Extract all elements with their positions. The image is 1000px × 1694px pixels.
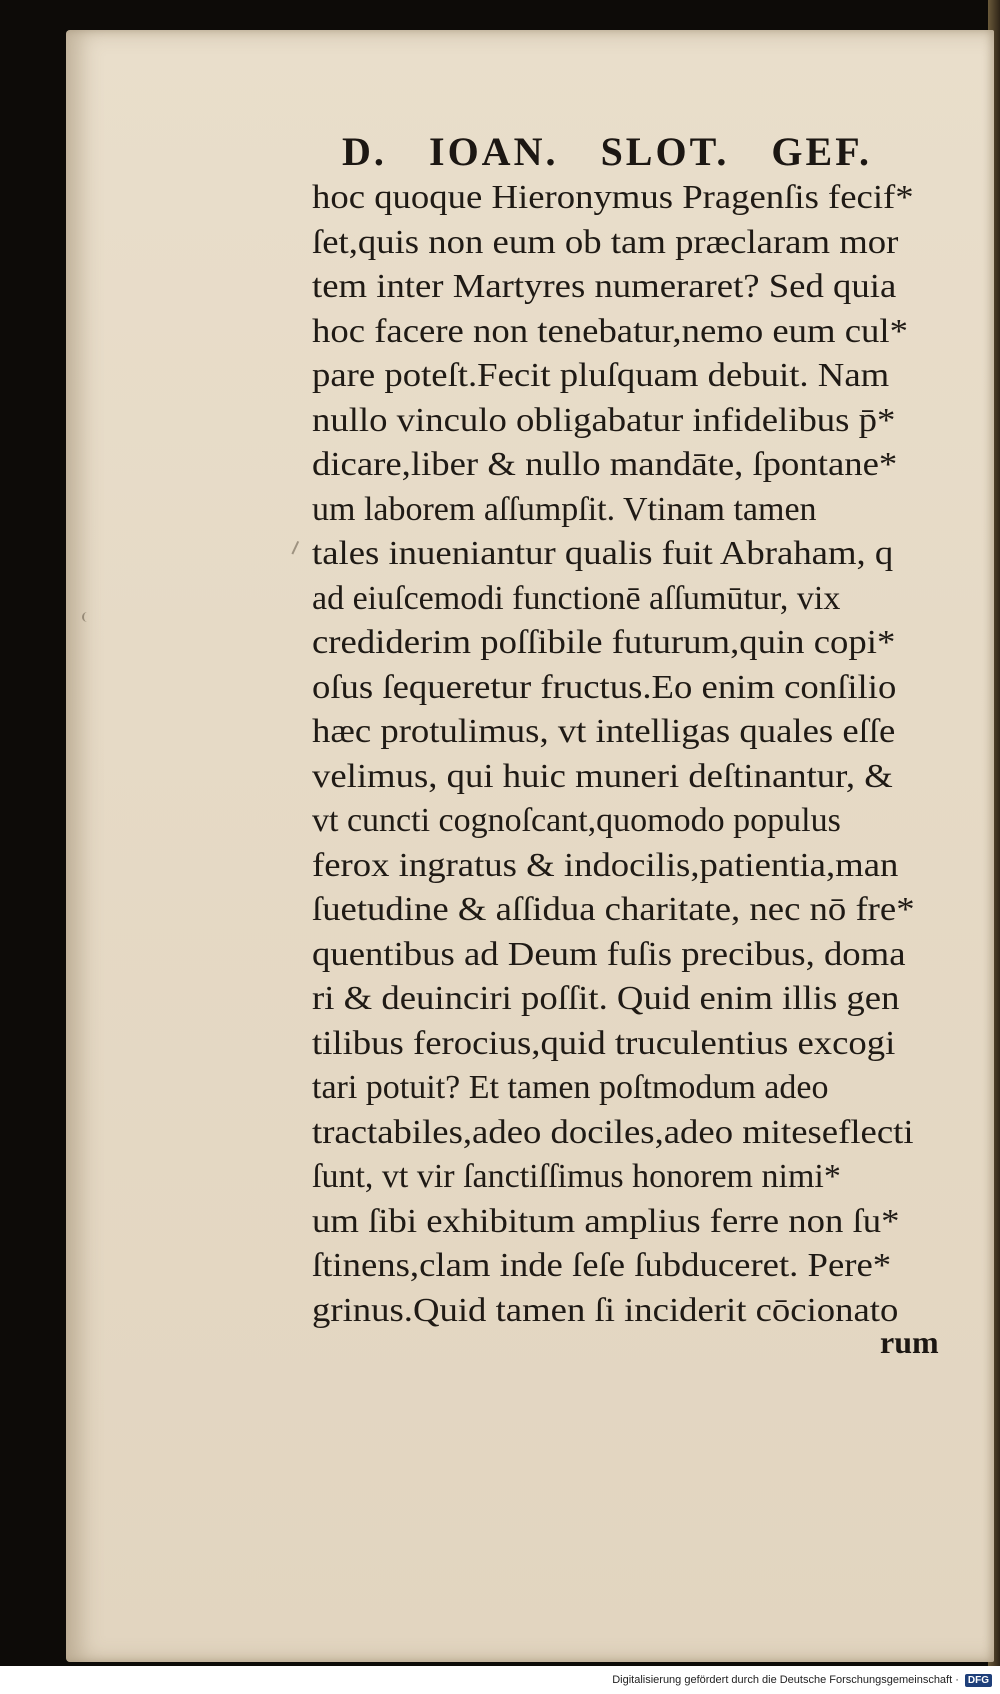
catchword: rum [880, 1324, 939, 1360]
header-word: D. [342, 129, 387, 174]
text-line: ſet,quis non eum ob tam præclaram mor [312, 223, 899, 261]
text-line: tem inter Martyres numeraret? Sed quia [312, 268, 897, 305]
text-line: ad eiuſcemodi functionē aſſumūtur, vix [312, 579, 841, 617]
text-line: tractabiles,adeo dociles,adeo miteseflecti [312, 1113, 914, 1151]
text-line: dicare,liber & nullo mandāte, ſpontane* [312, 446, 898, 483]
text-line: um ſibi exhibitum amplius ferre non ſu* [312, 1202, 900, 1240]
text-line: grinus.Quid tamen ſi inciderit cōcionato [312, 1291, 899, 1329]
text-line: hoc facere non tenebatur,nemo eum cul* [312, 312, 908, 350]
header-word: GEF. [771, 129, 872, 174]
digitization-footer [0, 1666, 1000, 1694]
text-line: crediderim poſſibile futurum,quin copi* [312, 624, 896, 661]
running-header [342, 128, 872, 174]
footer-credit: Digitalisierung gefördert durch die Deutsche Forschungsgemeinschaft · [612, 1674, 959, 1686]
header-word: IOAN. [429, 129, 559, 174]
text-line: quentibus ad Deum fuſis precibus, doma [312, 935, 906, 973]
text-line: ri & deuinciri poſſit. Quid enim illis gen [312, 980, 900, 1017]
text-line: ferox ingratus & indocilis,patientia,man [312, 846, 899, 884]
text-line: ſtinens,clam inde ſeſe ſubduceret. Pere* [312, 1247, 892, 1284]
text-line: ſuetudine & aſſidua charitate, nec nō fre* [312, 891, 915, 928]
text-line: velimus, qui huic muneri deſtinantur, & [312, 757, 893, 795]
text-line: nullo vinculo obligabatur infidelibus p̄* [312, 401, 896, 439]
dfg-logo-icon: DFG [965, 1674, 992, 1687]
header-word: SLOT. [600, 129, 730, 174]
text-line: pare poteſt.Fecit pluſquam debuit. Nam [312, 357, 890, 394]
text-line: vt cuncti cognoſcant,quomodo populus [312, 802, 841, 839]
body-text [312, 176, 976, 1333]
text-line: tilibus ferocius,quid truculentius excogi [312, 1024, 896, 1062]
text-line: ſunt, vt vir ſanctiſſimus honorem nimi* [312, 1158, 841, 1195]
text-line: tari potuit? Et tamen poſtmodum adeo [312, 1069, 829, 1106]
page-mark [82, 612, 92, 622]
text-line: hoc quoque Hieronymus Pragenſis fecif* [312, 179, 914, 216]
text-line: hæc protulimus, vt intelligas quales eſſe [312, 713, 896, 750]
text-line: tales inueniantur qualis fuit Abraham, q [312, 535, 894, 572]
text-line: um laborem aſſumpſit. Vtinam tamen [312, 490, 817, 528]
text-line: oſus ſequeretur fructus.Eo enim conſilio [312, 668, 897, 706]
